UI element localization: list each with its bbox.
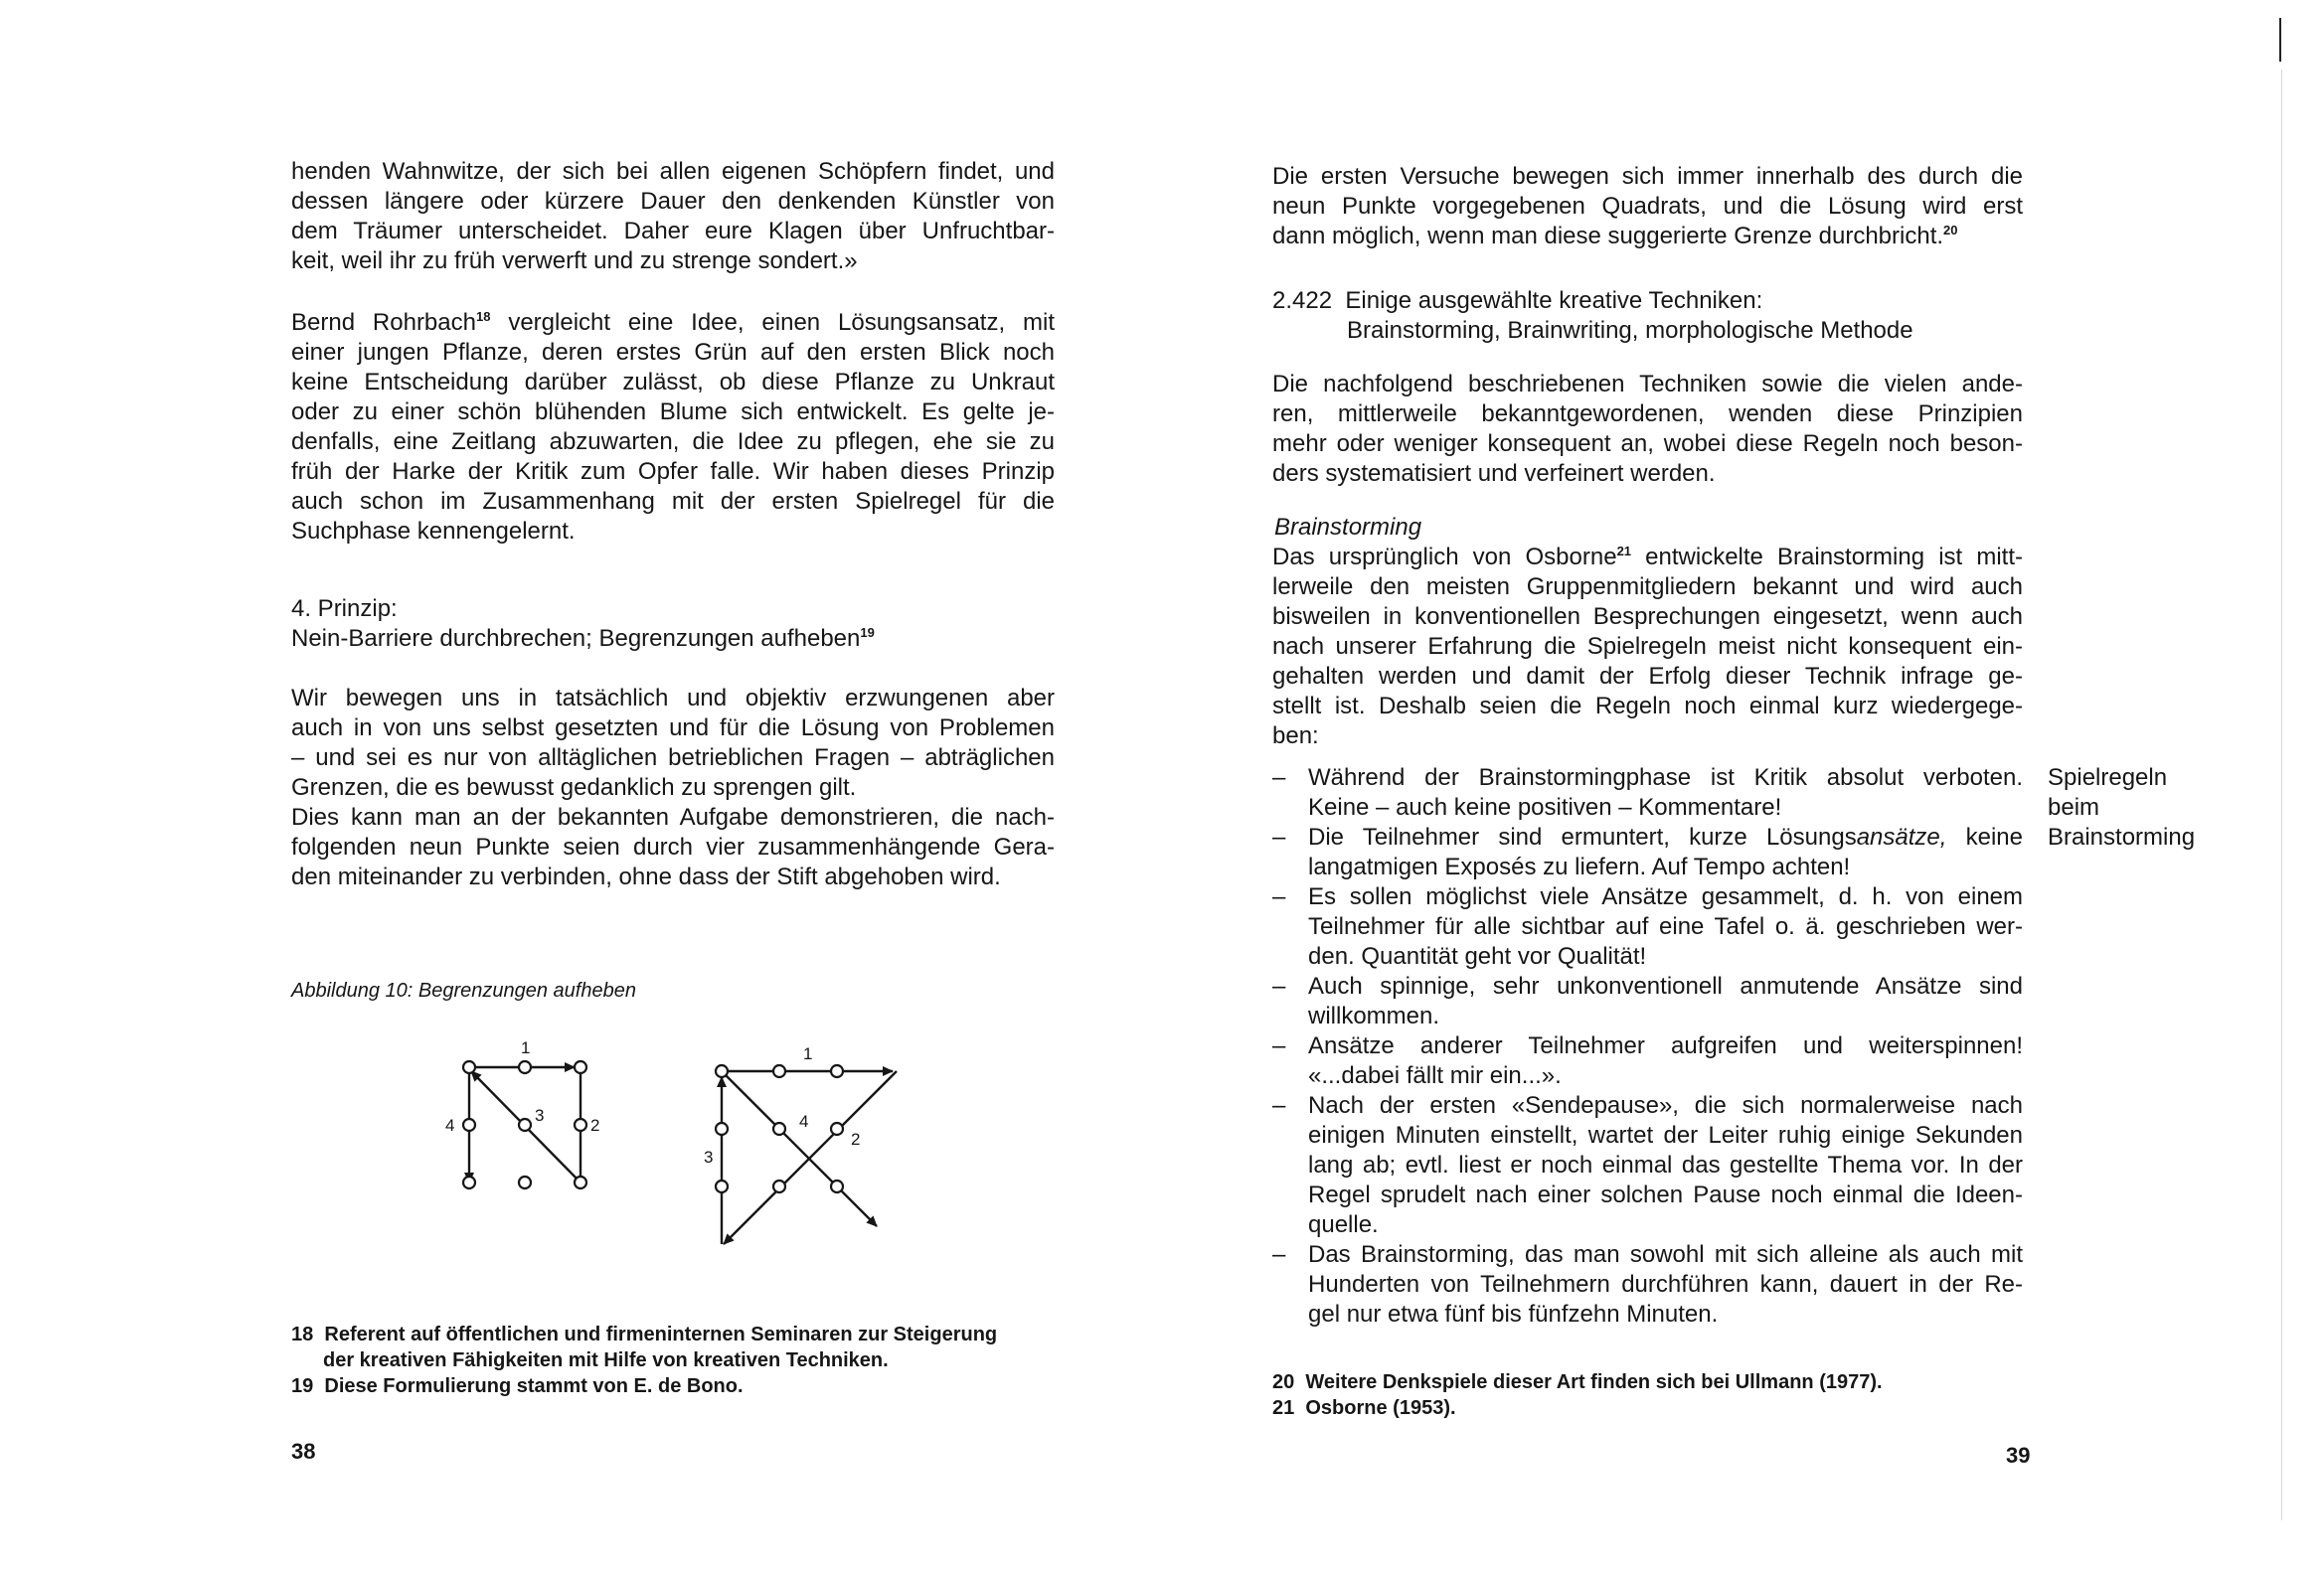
figure-right-label-3: 3 bbox=[704, 1148, 714, 1167]
footnote-19: 19 Diese Formulierung stammt von E. de Bono. bbox=[291, 1375, 744, 1397]
section-number: 2.422 bbox=[1272, 287, 1333, 314]
figure-solution-lines bbox=[721, 1071, 897, 1244]
footnote-ref-19[interactable]: 19 bbox=[860, 625, 875, 640]
figure-left-label-4: 4 bbox=[445, 1116, 455, 1135]
paragraph-wahnwitze: henden Wahnwitze, der sich bei allen eigenen Schöpfern findet, und dessen längere oder kürzere Dauer den denkenden Künstler von dem Träumer unterscheidet. Daher eure Klagen über Unfruchtbar- keit, weil ihr zu früh verwerft und zu strenge sondert.» bbox=[291, 158, 1055, 274]
section-title: Einige ausgewählte kreative Techniken: bbox=[1345, 287, 1763, 314]
figure-left-label-1: 1 bbox=[521, 1038, 531, 1057]
principle-number: 4. Prinzip: bbox=[291, 595, 398, 622]
figure-right-label-1: 1 bbox=[803, 1044, 813, 1063]
footnote-ref-21[interactable]: 21 bbox=[1616, 544, 1632, 558]
list-item: – Ansätze anderer Teilnehmer aufgreifen und weiterspinnen! «...dabei fällt mir ein...». bbox=[1272, 1031, 2023, 1091]
footnote-20: 20 Weitere Denkspiele dieser Art finden sich bei Ullmann (1977). bbox=[1272, 1371, 1883, 1393]
paragraph-techniken: Die nachfolgend beschriebenen Techniken sowie die vielen ande- ren, mittlerweile bekanntgewordenen, wenden diese Prinzipien mehr oder weniger konsequent an, wobei diese Regeln noch beson- ders systematisiert und verfeinert werden. bbox=[1272, 371, 2023, 487]
principle-title: Nein-Barriere durchbrechen; Begrenzungen aufheben$^{19}$ bbox=[291, 625, 875, 652]
footnote-ref-20[interactable]: 20 bbox=[1943, 223, 1958, 237]
right-page bbox=[1162, 0, 2324, 1577]
section-heading bbox=[1272, 286, 2028, 346]
list-item: – Auch spinnige, sehr unkonventionell anmutende Ansätze sind willkommen. bbox=[1272, 972, 2023, 1031]
scan-edge-line bbox=[2281, 70, 2282, 1520]
margin-note: Spielregeln beim Brainstorming bbox=[2048, 764, 2196, 851]
scan-edge-mark bbox=[2279, 18, 2281, 62]
footnote-21: 21 Osborne (1953). bbox=[1272, 1397, 1456, 1419]
figure-caption: Abbildung 10: Begrenzungen aufheben bbox=[291, 980, 636, 1002]
figure-left-label-3: 3 bbox=[535, 1106, 545, 1125]
list-item: – Das Brainstorming, das man sowohl mit sich alleine als auch mit Hunderten von Teilnehmern durchführen kann, dauert in der Re- gel nur etwa fünf bis fünfzehn Minuten. bbox=[1272, 1240, 2023, 1330]
paragraph-versuche: Die ersten Versuche bewegen sich immer innerhalb des durch die neun Punkte vorgegebenen Quadrats, und die Lösung wird erst dann möglich, wenn man diese suggerierte Grenze durchbricht.$^{20}$ bbox=[1272, 163, 2023, 249]
figure-right-label-2: 2 bbox=[851, 1130, 861, 1149]
paragraph-grenzen: Wir bewegen uns in tatsächlich und objektiv erzwungenen aber auch in von uns selbst gesetzten und für die Lösung von Problemen – und sei es nur von alltäglichen betrieblichen Fragen – abträglichen Grenzen, die es bewusst gedanklich zu sprengen gilt. bbox=[291, 685, 1055, 801]
page-number-right: 39 bbox=[2006, 1443, 2031, 1468]
list-item: – Während der Brainstormingphase ist Kritik absolut verboten. Keine – auch keine positiven – Kommentare! bbox=[1272, 763, 2023, 823]
paragraph-aufgabe: Dies kann man an der bekannten Aufgabe demonstrieren, die nach- folgenden neun Punkte seien durch vier zusammenhängende Gera- den miteinander zu verbinden, ohne dass der Stift abgehoben wird. bbox=[291, 804, 1055, 890]
figure-right-label-4: 4 bbox=[799, 1112, 809, 1131]
nine-dots-figure bbox=[417, 1014, 914, 1262]
brainstorming-rules-list bbox=[1272, 763, 2023, 1330]
footnote-18: 18 Referent auf öffentlichen und firmeninternen Seminaren zur Steigerung der kreativen Fähigkeiten mit Hilfe von kreativen Techniken. bbox=[291, 1324, 998, 1371]
paragraph-rohrbach: Bernd Rohrbach$^{18}$ vergleicht eine Idee, einen Lösungsansatz, mit einer jungen Pflanze, deren erstes Grün auf den ersten Blick noch keine Entscheidung darüber zulässt, ob diese Pflanze zu Unkraut oder zu einer schön blühenden Blume sich entwickelt. Es gelte je- denfalls, eine Zeitlang abzuwarten, die Idee zu pflegen, ehe sie zu früh der Harke der Kritik zum Opfer falle. Wir haben dieses Prinzip auch schon im Zusammenhang mit der ersten Spielregel für die Suchphase kennengelernt. bbox=[291, 309, 1055, 545]
paragraph-osborne: Das ursprünglich von Osborne$^{21}$ entwickelte Brainstorming ist mitt- lerweile den meisten Gruppenmitgliedern bekannt und wird auch bisweilen in konventionellen Besprechungen eingesetzt, wenn auch nach unserer Erfahrung die Spielregeln meist nicht konsequent ein- gehalten werden und damit der Erfolg dieser Technik infrage ge- stellt ist. Deshalb seien die Regeln noch einmal kurz wiedergege- ben: bbox=[1272, 544, 2023, 749]
subheading-brainstorming: Brainstorming bbox=[1274, 514, 1422, 541]
page-number-left: 38 bbox=[291, 1439, 316, 1464]
list-item: – Nach der ersten «Sendepause», die sich normalerweise nach einigen Minuten einstellt, wartet der Leiter ruhig einige Sekunden lang ab; evtl. liest er noch einmal das gestellte Thema vor. In der Regel sprudelt nach einer solchen Pause noch einmal die Ideen- quelle. bbox=[1272, 1091, 2023, 1240]
footnote-ref-18[interactable]: 18 bbox=[475, 309, 491, 324]
principle-heading bbox=[291, 594, 1055, 654]
section-subtitle: Brainstorming, Brainwriting, morphologische Methode bbox=[1347, 317, 1913, 344]
list-item: – Die Teilnehmer sind ermuntert, kurze Lösungsansätze, keine langatmigen Exposés zu liefern. Auf Tempo achten! bbox=[1272, 823, 2023, 882]
figure-left-label-2: 2 bbox=[590, 1116, 600, 1135]
list-item: – Es sollen möglichst viele Ansätze gesammelt, d. h. von einem Teilnehmer für alle sichtbar auf eine Tafel o. ä. geschrieben wer- den. Quantität geht vor Qualität! bbox=[1272, 882, 2023, 972]
